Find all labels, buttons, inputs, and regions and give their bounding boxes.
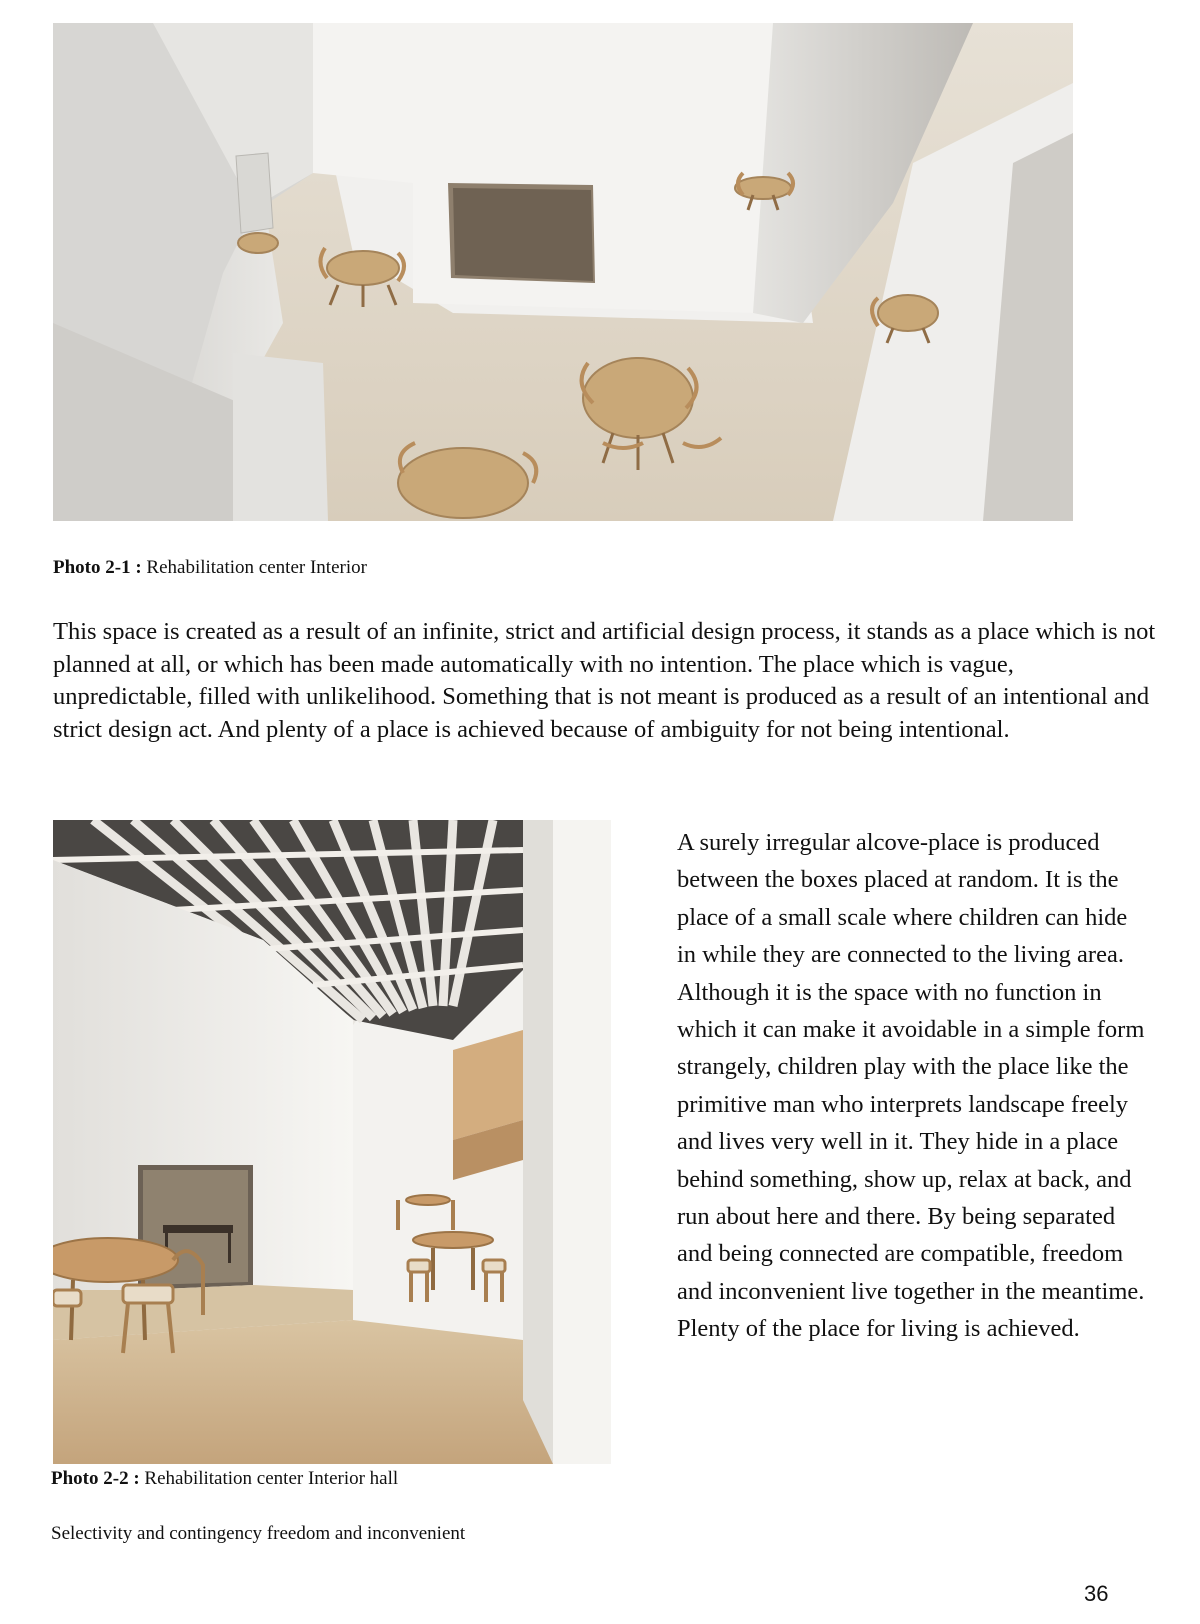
photo-caption-label: Photo 2-1 : [53,557,142,578]
photo-caption-text: Rehabilitation center Interior [146,557,367,578]
photo-caption-text: Rehabilitation center Interior hall [144,1468,399,1489]
photo-caption [51,1467,398,1491]
body-paragraph: This space is created as a result of an infinite, strict and artificial design process, it stands as a place which is not planned at all, or which has been made automatically with no intention. The place which is vague, unpredictable, filled with unlikelihood. Something that is not meant is produced as a result of an intentional and strict design act. And plenty of a place is achieved because of ambiguity for not being intentional. [53,618,1156,743]
photo-rehabilitation-interior [53,23,1073,521]
photo-caption [53,556,367,580]
photo-rehabilitation-hall [53,820,611,1464]
photo-subcaption: Selectivity and contingency freedom and inconvenient [51,1523,466,1544]
body-paragraph: A surely irregular alcove-place is produced between the boxes placed at random. It is the place of a small scale where children can hide in while they are connected to the living area. Although it is the space with no function in which it can make it avoidable in a simple form strangely, children play with the place like the primitive man who interprets landscape freely and lives very well in it. They hide in a place behind something, show up, relax at back, and run about here and there. By being separated and being connected are compatible, freedom and inconvenient live together in the meantime. Plenty of the place for living is achieved. [677,829,1145,1343]
photo-caption-label: Photo 2-2 : [51,1468,140,1489]
page-number: 36 [1084,1581,1109,1606]
